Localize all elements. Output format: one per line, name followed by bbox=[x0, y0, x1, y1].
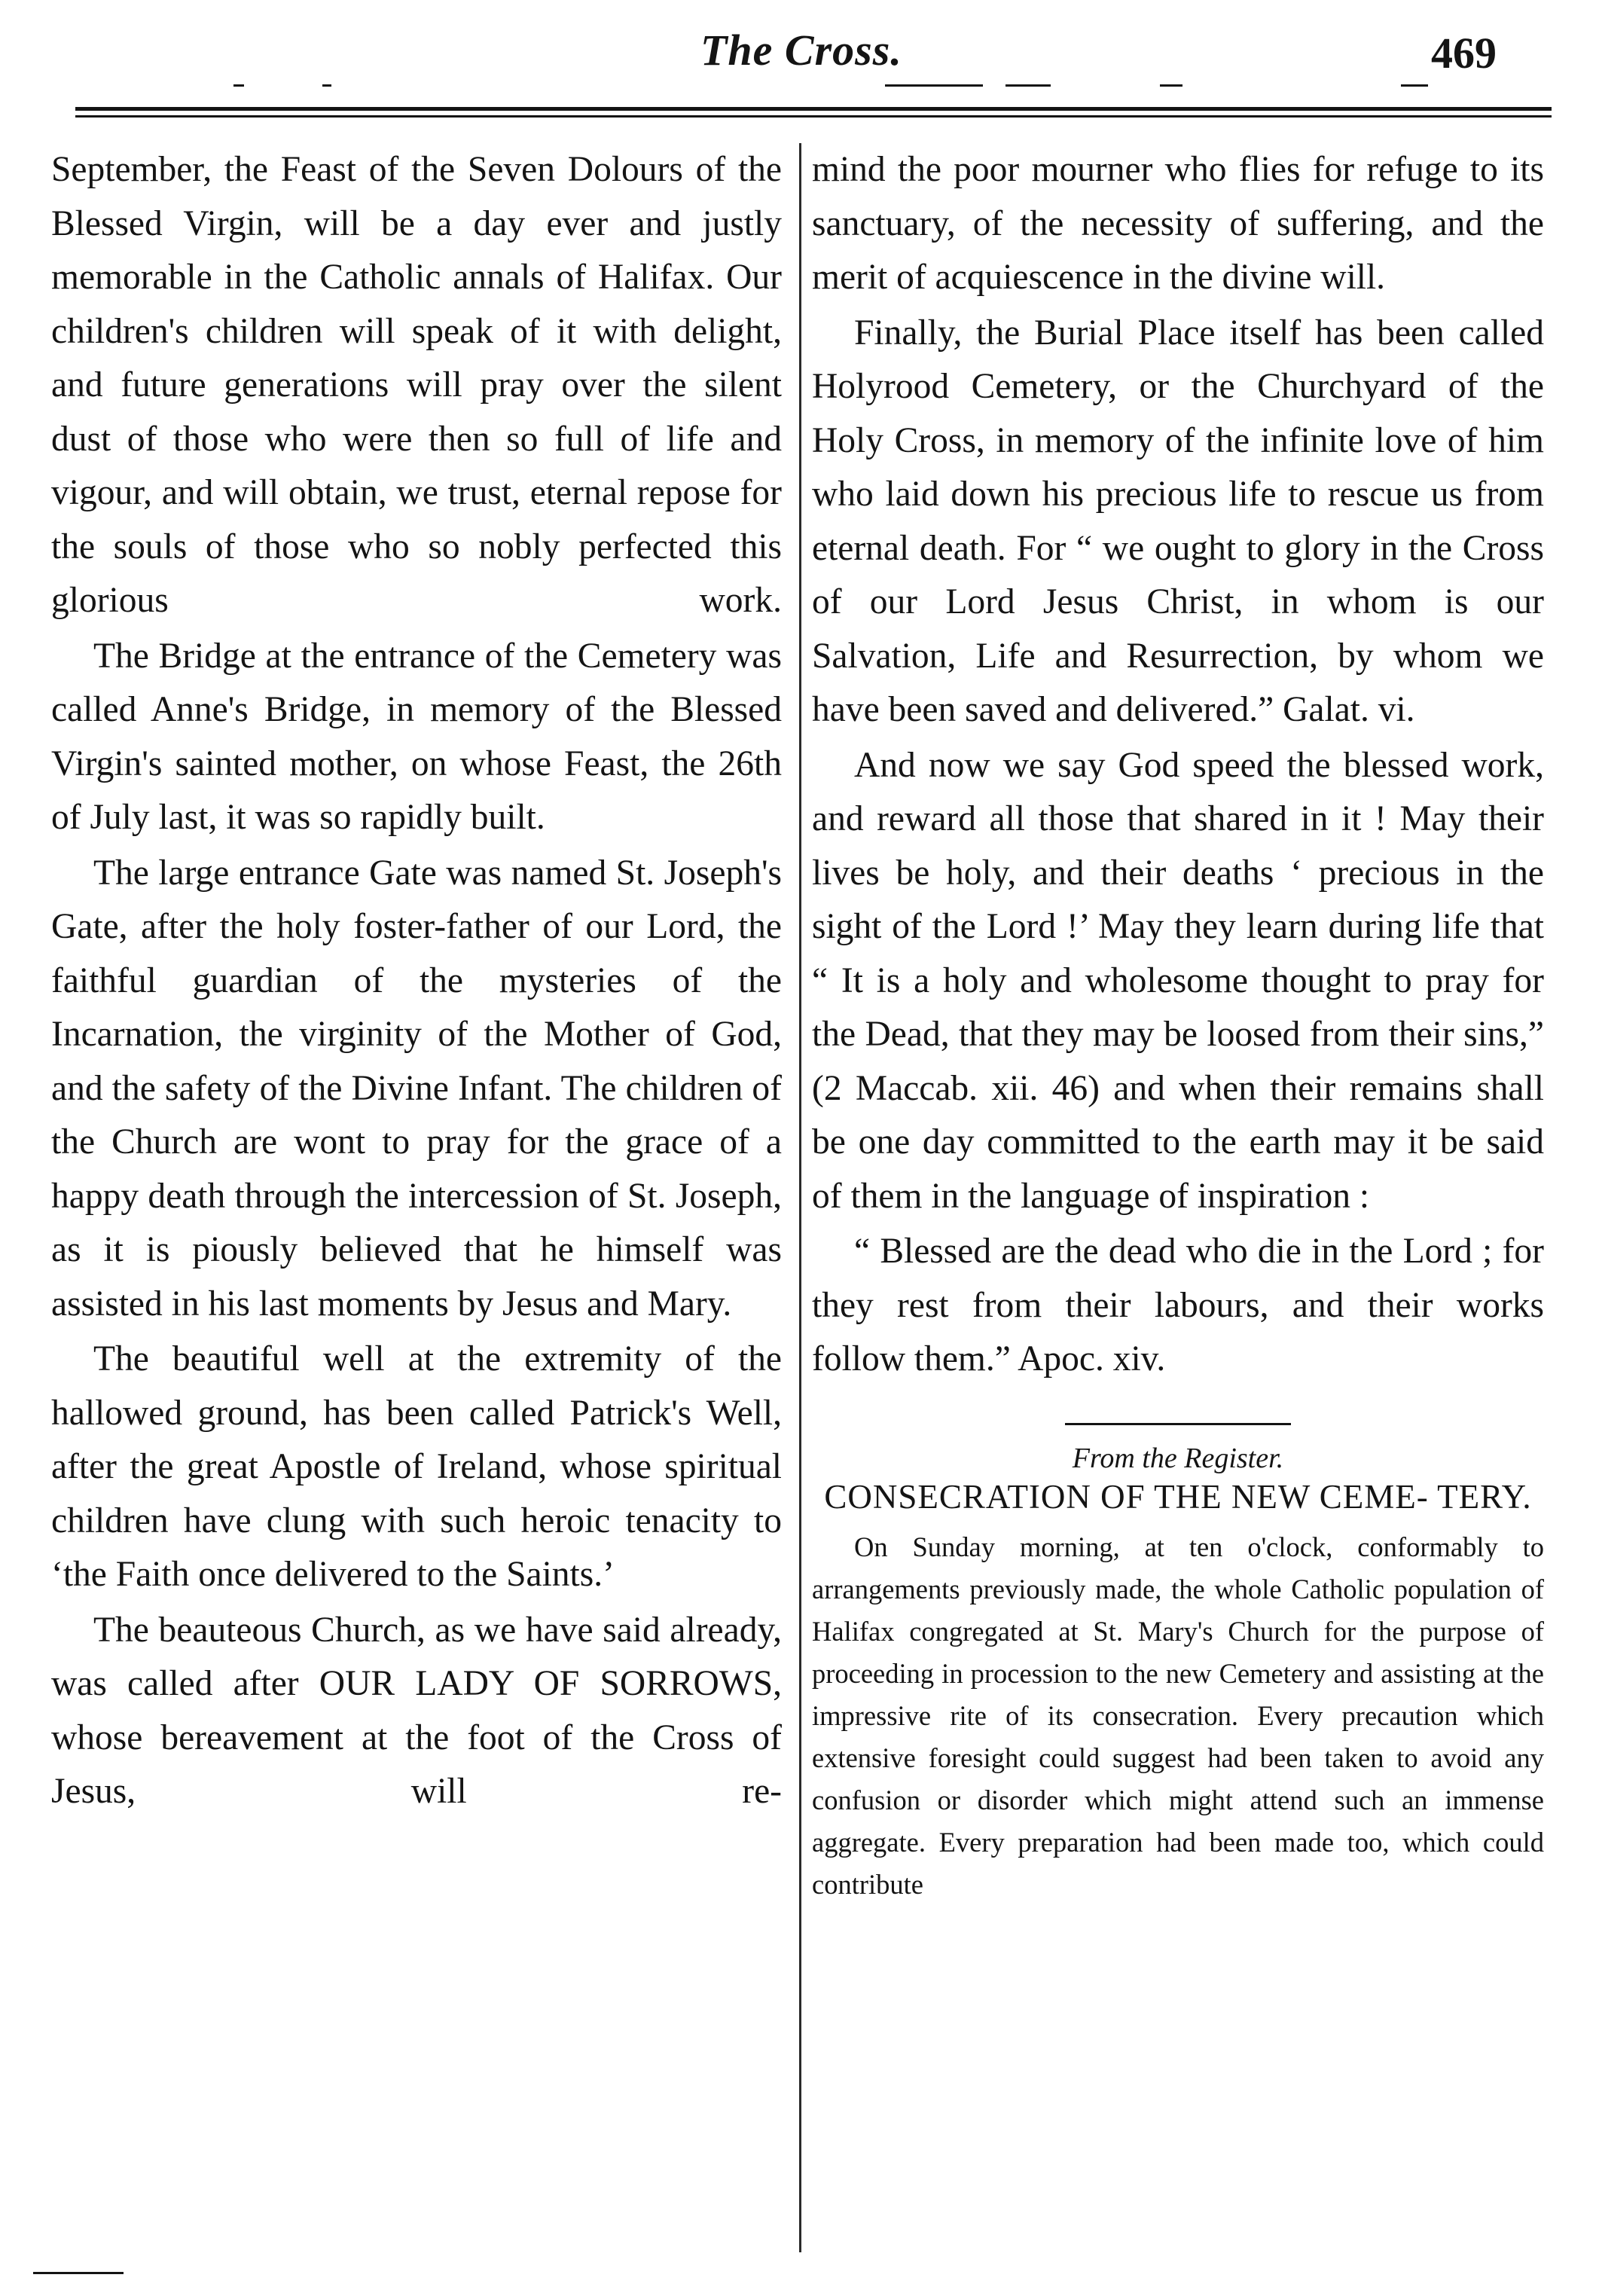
left-column bbox=[51, 143, 782, 1819]
paragraph: The beautiful well at the extremity of the hallowed ground, has been called Patrick's Well, after the great Apostle of Ireland, whose spiritual children have clung with such heroic tenacity to ‘the Faith once delivered to the Saints.’ bbox=[51, 1339, 782, 1594]
column-rule bbox=[799, 143, 801, 2252]
section-divider bbox=[1065, 1423, 1291, 1425]
article-body: On Sunday morning, at ten o'clock, conformably to arrangements previously made, the whole Catholic population of Halifax congregated at St. Mary's Church for the purpose of proceeding in procession to the new Cemetery and assisting at the impressive rite of its consecration. Every precaution which extensive foresight could suggest had been taken to avoid any confusion or disorder which might attend such an immense aggregate. Every preparation had been made too, which could contribute bbox=[812, 1531, 1544, 1900]
running-head bbox=[0, 0, 1599, 128]
article-headline: CONSECRATION OF THE NEW CEME- TERY. bbox=[824, 1477, 1532, 1516]
paragraph: The beauteous Church, as we have said already, was called after OUR LADY OF SORROWS, whose bereavement at the foot of the Cross of Jesus, will re- bbox=[51, 1610, 782, 1811]
article-source: From the Register. bbox=[1072, 1442, 1284, 1474]
paragraph: “ Blessed are the dead who die in the Lord ; for they rest from their labours, and their works follow them.” Apoc. xiv. bbox=[812, 1232, 1544, 1379]
header-rule bbox=[75, 107, 1552, 118]
header-dash bbox=[1160, 84, 1182, 87]
paragraph: The large entrance Gate was named St. Joseph's Gate, after the holy foster-father of our Lord, the faithful guardian of the mysteries of the Incarnation, the virginity of the Mother of God, and the safety of the Divine Infant. The children of the Church are wont to pray for the grace of a happy death through the intercession of St. Joseph, as it is piously believed that he himself was assisted in his last moments by Jesus and Mary. bbox=[51, 853, 782, 1324]
right-column bbox=[812, 143, 1544, 1906]
paragraph: mind the poor mourner who flies for refuge to its sanctuary, of the necessity of suffering, and the merit of acquiescence in the divine will. bbox=[812, 150, 1544, 297]
running-title: The Cross. bbox=[700, 26, 902, 75]
header-dash bbox=[885, 84, 983, 87]
header-dash bbox=[322, 84, 331, 87]
paragraph: Finally, the Burial Place itself has been called Holyrood Cemetery, or the Churchyard of the Holy Cross, in memory of the infinite love of him who laid down his precious life to rescue us from eternal death. For “ we ought to glory in the Cross of our Lord Jesus Christ, in whom is our Salvation, Life and Resurrection, by whom we have been saved and delivered.” Galat. vi. bbox=[812, 313, 1544, 729]
page-number: 469 bbox=[1431, 29, 1497, 78]
paragraph: And now we say God speed the blessed work, and reward all those that shared in it ! May their lives be holy, and their deaths ‘ precious in the sight of the Lord !’ May they learn during life that “ It is a holy and wholesome thought to pray for the Dead, that they may be loosed from their sins,” (2 Maccab. xii. 46) and when their remains shall be one day committed to the earth may it be said of them in the language of inspiration : bbox=[812, 745, 1544, 1216]
header-dash bbox=[233, 84, 244, 87]
paragraph: September, the Feast of the Seven Dolours of the Blessed Virgin, will be a day ever and justly memorable in the Catholic annals of Halifax. Our children's children will speak of it with delight, and future generations will pray over the silent dust of those who were then so full of life and vigour, and will obtain, we trust, eternal repose for the souls of those who so nobly perfected this glorious work. bbox=[51, 150, 782, 620]
footer-mark bbox=[33, 2272, 124, 2274]
header-dash bbox=[1005, 84, 1051, 87]
paragraph: The Bridge at the entrance of the Cemetery was called Anne's Bridge, in memory of the Blessed Virgin's sainted mother, on whose Feast, the 26th of July last, it was so rapidly built. bbox=[51, 636, 782, 837]
header-dash bbox=[1401, 84, 1428, 87]
